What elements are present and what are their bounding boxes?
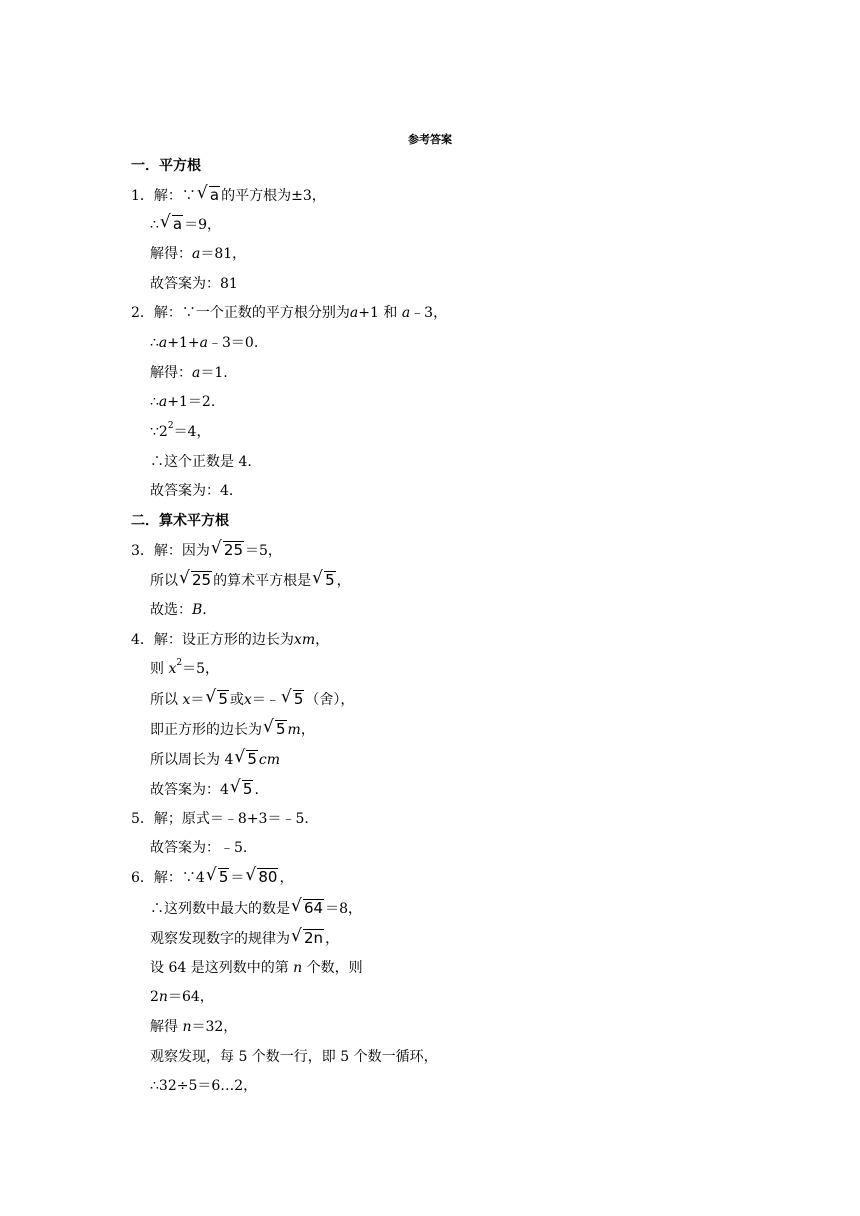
problem-2-line-4 (150, 393, 215, 411)
text: ， (279, 870, 294, 886)
text: 解：∵4 (153, 870, 205, 886)
text: 解；原式＝﹣8+3＝﹣5. (153, 811, 309, 827)
variable: a (349, 305, 359, 321)
text: +1+ (167, 335, 200, 351)
radicand: 80 (258, 868, 278, 886)
radicand: 5 (276, 720, 286, 738)
text: ， (325, 931, 340, 947)
page-title: 参考答案 (408, 133, 452, 146)
sqrt-symbol (160, 215, 183, 233)
problem-5-line-1 (131, 810, 309, 828)
problem-6-line-5 (150, 988, 214, 1006)
sqrt-symbol (281, 690, 305, 708)
problem-6-line-8: ∴32÷5＝6…2， (150, 1078, 258, 1094)
text: ， (336, 573, 351, 589)
sqrt-symbol (179, 571, 212, 589)
text: 解：设正方形的边长为 (153, 632, 294, 648)
radicand: 25 (223, 541, 244, 559)
problem-3-line-3 (150, 601, 207, 619)
problem-6-line-6 (150, 1018, 237, 1036)
superscript: 2 (167, 421, 174, 432)
radicand: 25 (192, 571, 212, 589)
text: . (254, 782, 259, 798)
text: 解：∵一个正数的平方根分别为 (153, 305, 350, 321)
text: ＝5， (182, 661, 220, 677)
text: 则 (150, 661, 164, 677)
text: 或 (229, 692, 244, 708)
problem-number: 3． (131, 543, 154, 559)
radicand: 2n (304, 929, 324, 947)
radicand: 5 (325, 571, 335, 589)
text: ＝64， (167, 989, 214, 1005)
text: 个数，则 (306, 960, 363, 976)
text: ＝ (190, 692, 205, 708)
text: 所以周长为 4 (150, 752, 234, 768)
radicand: 5 (293, 690, 304, 708)
variable: a (158, 335, 168, 351)
problem-number: 2． (131, 305, 154, 321)
text: ， (315, 632, 330, 648)
text: ∴这列数中最大的数是 (150, 901, 290, 917)
radicand: a (209, 186, 220, 204)
text: ＝9， (184, 217, 222, 233)
sqrt-symbol (205, 690, 229, 708)
sqrt-symbol (197, 186, 220, 204)
text: （舍）， (305, 692, 355, 708)
text: ， (300, 722, 315, 738)
text: ∴ (150, 394, 159, 410)
problem-6-line-2 (150, 899, 362, 918)
text: ＝﹣ (251, 692, 280, 708)
text: 所以 (150, 692, 178, 708)
problem-2-line-7: 故答案为：4. (150, 483, 234, 499)
variable: a (192, 365, 201, 381)
sqrt-symbol (206, 868, 230, 886)
problem-4-line-5 (150, 750, 280, 769)
text: ＝5， (245, 543, 282, 559)
problem-2-line-5 (150, 423, 210, 441)
superscript: 2 (176, 658, 183, 669)
text: ＝ (230, 870, 245, 886)
problem-number: 6． (131, 870, 154, 886)
problem-1-line-2 (150, 215, 221, 234)
text: ﹣3＝0. (208, 335, 259, 351)
variable: B (192, 602, 203, 618)
sqrt-symbol (291, 899, 324, 917)
text: 解：∵ (153, 188, 196, 204)
text: 解得： (150, 365, 192, 381)
variable: n (158, 989, 168, 1005)
problem-4-line-2 (150, 660, 219, 678)
problem-1-line-1 (131, 186, 326, 205)
text: 所以 (150, 573, 178, 589)
text: 解得 (150, 1019, 178, 1035)
text: 解得： (150, 246, 192, 262)
variable: a (158, 394, 168, 410)
text: ﹣3， (410, 305, 448, 321)
text: +1＝2. (167, 394, 216, 410)
text: 即正方形的边长为 (150, 722, 262, 738)
sqrt-symbol (230, 780, 254, 798)
section-heading-square-root: 一．平方根 (131, 158, 201, 174)
text: ＝4， (173, 424, 211, 440)
problem-6-line-7: 观察发现，每 5 个数一行，即 5 个数一循环， (150, 1049, 438, 1065)
text: 故答案为：4 (150, 782, 229, 798)
text: 的算术平方根是 (213, 573, 312, 589)
problem-4-line-3 (150, 690, 354, 709)
text: 观察发现数字的规律为 (150, 931, 290, 947)
problem-3-line-1 (131, 541, 282, 560)
text: ∵2 (150, 424, 168, 440)
problem-6-line-4 (150, 959, 363, 977)
text: 2 (150, 989, 159, 1005)
text: ∴ (150, 335, 159, 351)
problem-4-line-1 (131, 631, 329, 649)
sqrt-symbol (291, 929, 324, 947)
sqrt-symbol (245, 868, 278, 886)
problem-2-line-2 (150, 334, 258, 352)
problem-6-line-1 (131, 868, 293, 887)
variable: a (401, 305, 411, 321)
variable: n (182, 1019, 192, 1035)
sqrt-symbol (312, 571, 336, 589)
problem-2-line-1 (131, 304, 447, 322)
variable: x (168, 661, 177, 677)
sqrt-symbol (263, 720, 287, 738)
problem-1-line-4: 故答案为：81 (150, 276, 238, 292)
text: ＝1. (200, 365, 228, 381)
problem-6-line-3 (150, 929, 339, 948)
problem-2-line-6: ∴这个正数是 4. (150, 454, 252, 470)
text: 设 64 是这列数中的第 (150, 960, 289, 976)
variable: xm (293, 632, 316, 648)
problem-2-line-3 (150, 364, 228, 382)
problem-number: 1． (131, 188, 154, 204)
radicand: 5 (218, 690, 228, 708)
text: ＝8， (325, 901, 363, 917)
sqrt-symbol (234, 750, 258, 768)
problem-4-line-4 (150, 720, 315, 739)
problem-4-line-6 (150, 780, 259, 799)
text: 解：因为 (153, 543, 210, 559)
radicand: 5 (218, 868, 229, 886)
variable: cm (258, 752, 281, 768)
problem-number: 5． (131, 811, 154, 827)
sqrt-symbol (211, 541, 244, 559)
variable: x (243, 692, 252, 708)
variable: x (182, 692, 191, 708)
text: ∴ (150, 217, 159, 233)
variable: a (192, 246, 201, 262)
text: 的平方根为±3， (221, 188, 326, 204)
radicand: 5 (242, 780, 253, 798)
variable: n (293, 960, 303, 976)
problem-number: 4． (131, 632, 154, 648)
text: ＝32， (191, 1019, 238, 1035)
text: 故选： (150, 602, 192, 618)
variable: m (287, 722, 301, 738)
text: ＝81， (200, 246, 247, 262)
radicand: 5 (247, 750, 257, 768)
radicand: a (172, 215, 183, 233)
problem-1-line-3 (150, 245, 246, 263)
text: +1 和 (358, 305, 398, 321)
problem-5-line-2: 故答案为：﹣5. (150, 840, 248, 856)
radicand: 64 (304, 899, 324, 917)
problem-3-line-2 (150, 571, 351, 590)
text: . (202, 602, 207, 618)
variable: a (199, 335, 209, 351)
section-heading-arithmetic-square-root: 二．算术平方根 (131, 513, 229, 529)
